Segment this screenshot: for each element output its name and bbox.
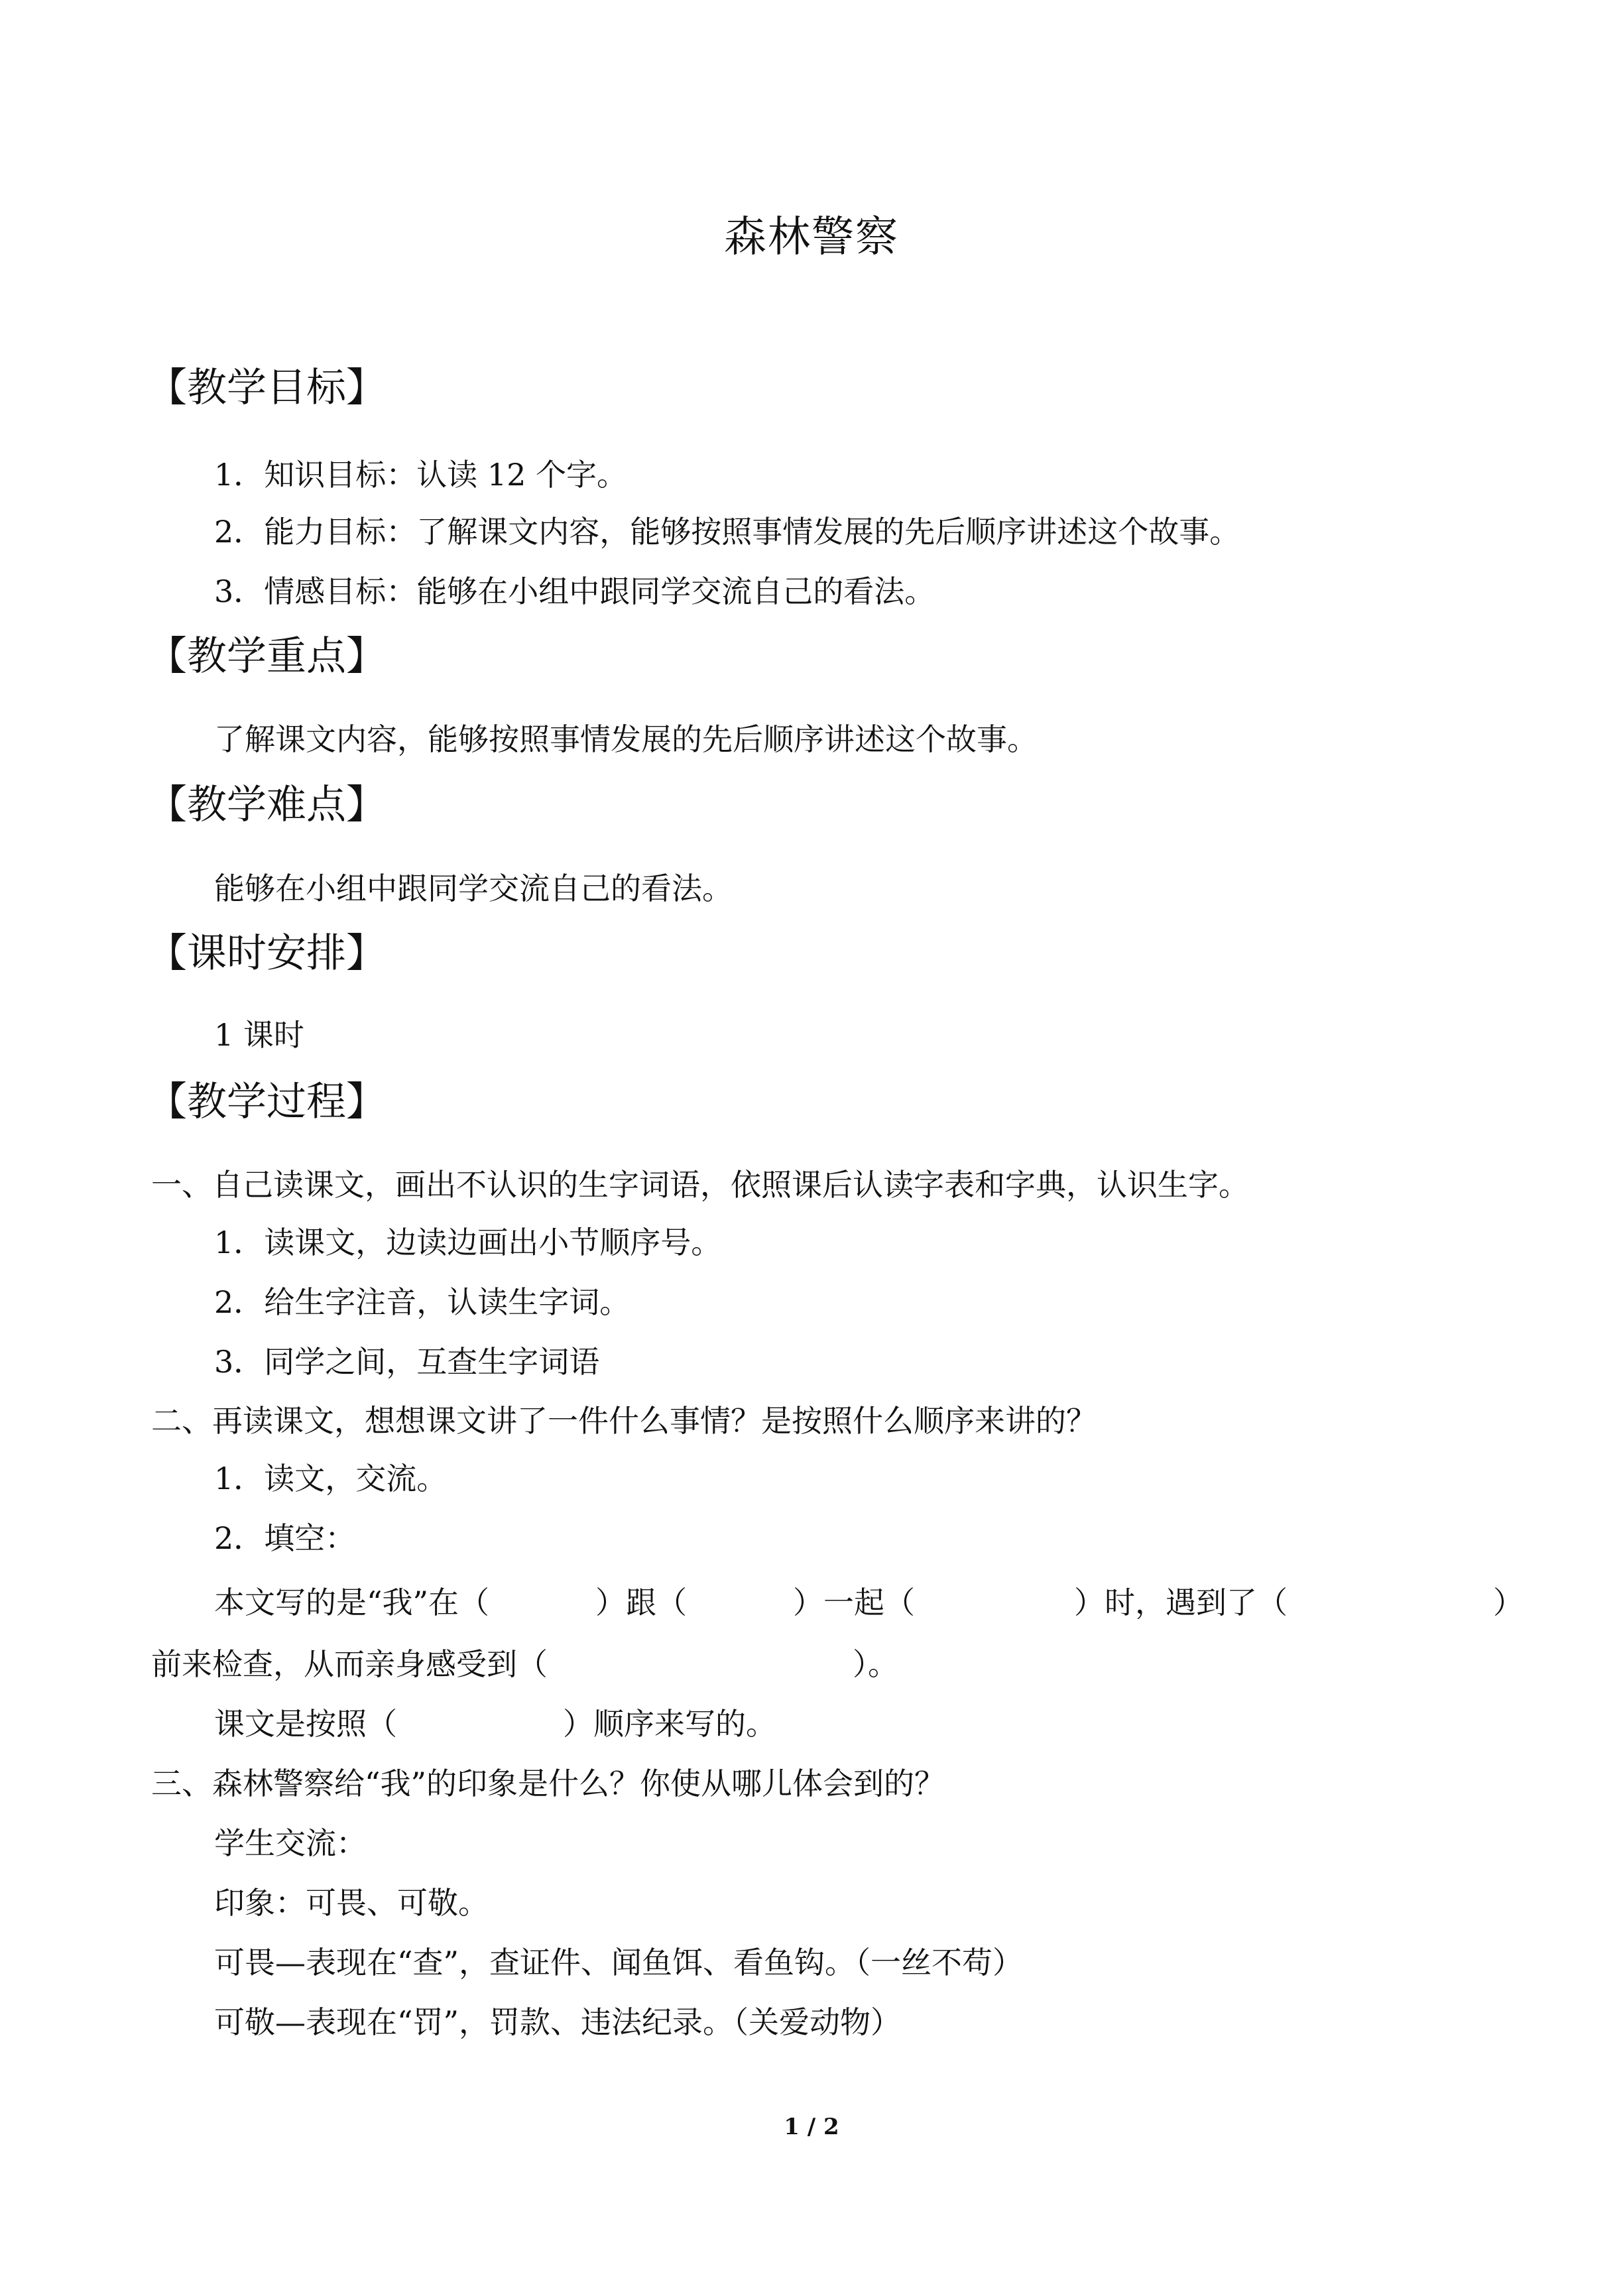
process-part1-item-3: 3．同学之间，互查生字词语 (214, 1344, 600, 1380)
fill-blank-line-3 (214, 1704, 776, 1744)
process-part1-item-2: 2．给生字注音，认读生字词。 (214, 1284, 631, 1320)
heading-difficulties: 【教学难点】 (147, 782, 386, 828)
difficulties-text: 能够在小组中跟同学交流自己的看法。 (214, 871, 733, 906)
page-number: 1 / 2 (784, 2114, 839, 2140)
heading-schedule: 【课时安排】 (147, 930, 386, 977)
process-part3-item-4: 可敬—表现在“罚”，罚款、违法纪录。（关爱动物） (214, 2004, 902, 2040)
fill-blank-line-1 (214, 1583, 1524, 1622)
process-part2-item-1: 1．读文，交流。 (214, 1461, 448, 1496)
goal-item-2: 2．能力目标：了解课文内容，能够按照事情发展的先后顺序讲述这个故事。 (214, 514, 1240, 550)
fill-blank-line3-seg2: ）顺序来写的。 (563, 1706, 776, 1742)
process-part3-item-1: 学生交流： (214, 1825, 367, 1861)
schedule-text: 1 课时 (214, 1017, 304, 1053)
heading-key-points: 【教学重点】 (147, 633, 386, 680)
fill-blank-seg5: ） (1493, 1585, 1524, 1620)
process-part3-item-2: 印象：可畏、可敬。 (214, 1885, 489, 1921)
fill-blank-seg3: ）一起（ (793, 1585, 916, 1620)
process-part1-item-1: 1．读课文，边读边画出小节顺序号。 (214, 1225, 722, 1260)
heading-process: 【教学过程】 (147, 1079, 386, 1125)
heading-teaching-goals: 【教学目标】 (147, 365, 386, 411)
process-part1-title: 一、自己读课文，画出不认识的生字词语，依照课后认读字表和字典，认识生字。 (151, 1167, 1249, 1203)
process-part2-title: 二、再读课文，想想课文讲了一件什么事情？是按照什么顺序来讲的？ (151, 1403, 1097, 1439)
fill-blank-seg4: ）时，遇到了（ (1074, 1585, 1288, 1620)
fill-blank-line-2 (151, 1644, 898, 1684)
process-part3-item-3: 可畏—表现在“查”，查证件、闻鱼饵、看鱼钩。（一丝不苟） (214, 1945, 1024, 1980)
fill-blank-seg1: 本文写的是“我”在（ (214, 1585, 490, 1620)
fill-blank-line2-seg1: 前来检查，从而亲身感受到（ (151, 1646, 548, 1682)
fill-blank-line2-seg2: ）。 (853, 1646, 898, 1682)
process-part2-item-2: 2．填空： (214, 1520, 356, 1556)
goal-item-3: 3．情感目标：能够在小组中跟同学交流自己的看法。 (214, 574, 935, 609)
goal-item-1: 1．知识目标：认读 12 个字。 (214, 457, 628, 493)
fill-blank-seg2: ）跟（ (595, 1585, 688, 1620)
process-part3-title: 三、森林警察给“我”的印象是什么？你使从哪儿体会到的？ (151, 1766, 945, 1801)
page-title: 森林警察 (724, 213, 899, 262)
fill-blank-line3-seg1: 课文是按照（ (214, 1706, 397, 1742)
key-points-text: 了解课文内容，能够按照事情发展的先后顺序讲述这个故事。 (214, 721, 1038, 757)
